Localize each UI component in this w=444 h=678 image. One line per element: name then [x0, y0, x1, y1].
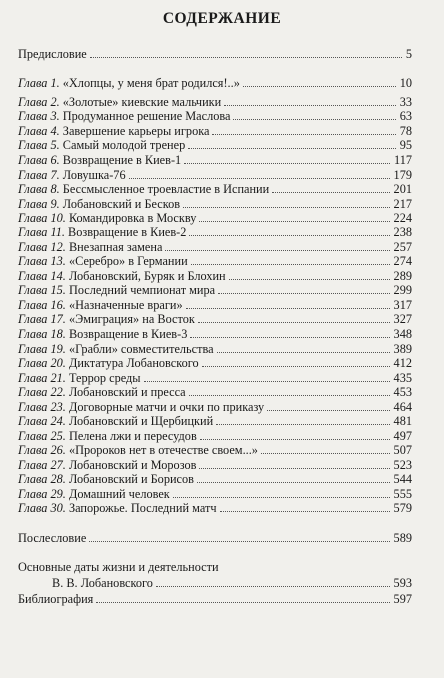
- chapter-number: Глава 2.: [18, 95, 60, 109]
- entry-title: Лобановский и Щербицкий: [68, 414, 214, 428]
- page-number: 589: [393, 531, 412, 545]
- entry-title: Договорные матчи и очки по приказу: [68, 400, 265, 414]
- page-number: 327: [393, 312, 412, 326]
- dot-leader: [261, 453, 390, 454]
- page-number: 257: [393, 240, 412, 254]
- page-number: 523: [393, 458, 412, 472]
- toc-entry: [18, 75, 412, 91]
- page-title: СОДЕРЖАНИЕ: [162, 10, 282, 27]
- page-number: 224: [393, 211, 412, 225]
- entry-title: Возвращение в Киев-3: [68, 327, 188, 341]
- chapter-number: Глава 11.: [18, 225, 65, 239]
- entry-label: [18, 442, 258, 458]
- entry-label: [18, 311, 195, 327]
- page-number: 389: [393, 342, 412, 356]
- entry-label: [18, 413, 213, 429]
- entry-title: Внезапная замена: [68, 240, 163, 254]
- chapter-number: Глава 26.: [18, 443, 66, 457]
- page-number: 95: [399, 138, 412, 152]
- toc-entry: [18, 137, 412, 153]
- entry-title: Лобановский и Морозов: [68, 458, 197, 472]
- toc-entry: [18, 152, 412, 168]
- toc-entry: [18, 311, 412, 327]
- dot-leader: [197, 482, 390, 483]
- chapter-number: Глава 6.: [18, 153, 60, 167]
- entry-label: [18, 137, 185, 153]
- toc-entry: [18, 253, 412, 269]
- toc-entry: [18, 282, 412, 298]
- entry-title: Самый молодой тренер: [62, 138, 186, 152]
- toc-entry: [18, 575, 412, 591]
- toc-entry: [18, 471, 412, 487]
- dot-leader: [202, 366, 390, 367]
- chapter-number: Глава 9.: [18, 197, 60, 211]
- dot-leader: [129, 178, 390, 179]
- dot-leader: [184, 163, 390, 164]
- chapter-number: Глава 12.: [18, 240, 66, 254]
- chapter-number: Глава 22.: [18, 385, 66, 399]
- dot-leader: [233, 119, 396, 120]
- entry-label: [18, 500, 217, 516]
- dot-leader: [90, 57, 402, 58]
- dot-leader: [212, 134, 396, 135]
- page-number: 497: [393, 429, 412, 443]
- entry-title: Возвращение в Киев-1: [62, 153, 182, 167]
- entry-title: Лобановский и Бесков: [62, 197, 181, 211]
- chapter-number: Глава 30.: [18, 501, 66, 515]
- entry-title: Основные даты жизни и деятельности: [18, 560, 219, 574]
- entry-title: «Серебро» в Германии: [68, 254, 188, 268]
- chapter-number: Глава 8.: [18, 182, 60, 196]
- chapter-number: Глава 19.: [18, 342, 66, 356]
- chapter-number: Глава 28.: [18, 472, 66, 486]
- toc-entry: [18, 355, 412, 371]
- chapter-number: Глава 20.: [18, 356, 66, 370]
- page-number: 597: [393, 592, 412, 606]
- dot-leader: [190, 337, 390, 338]
- entry-label: [18, 108, 230, 124]
- toc-entry: [18, 413, 412, 429]
- page-number: 507: [393, 443, 412, 457]
- toc-entry: [18, 46, 412, 62]
- page-number: 348: [393, 327, 412, 341]
- entry-title: Бессмысленное троевластие в Испании: [62, 182, 270, 196]
- entry-title: «Грабли» совместительства: [68, 342, 214, 356]
- entry-title: Продуманное решение Маслова: [62, 109, 231, 123]
- toc-entry: [18, 224, 412, 240]
- dot-leader: [272, 192, 390, 193]
- page-number: 78: [399, 124, 412, 138]
- dot-leader: [199, 468, 390, 469]
- entry-label: [18, 591, 93, 607]
- chapter-number: Глава 7.: [18, 168, 60, 182]
- entry-label: [18, 152, 181, 168]
- entry-label: [18, 384, 186, 400]
- entry-title: Возвращение в Киев-2: [68, 225, 187, 239]
- page-number: 317: [393, 298, 412, 312]
- entry-label: [18, 530, 86, 546]
- page-number: 5: [405, 47, 412, 61]
- page-number: 453: [393, 385, 412, 399]
- page-number: 217: [393, 197, 412, 211]
- toc-entry: [18, 326, 412, 342]
- dot-leader: [229, 279, 390, 280]
- page-number: 435: [393, 371, 412, 385]
- entry-title: Лобановский и пресса: [68, 385, 186, 399]
- page-number: 201: [393, 182, 412, 196]
- entry-title: Командировка в Москву: [68, 211, 197, 225]
- chapter-number: Глава 29.: [18, 487, 66, 501]
- entry-label: [18, 559, 219, 575]
- chapter-number: Глава 15.: [18, 283, 66, 297]
- dot-leader: [183, 207, 390, 208]
- page-number: 579: [393, 501, 412, 515]
- toc-entry: [18, 591, 412, 607]
- chapter-number: Глава 10.: [18, 211, 66, 225]
- chapter-number: Глава 23.: [18, 400, 66, 414]
- entry-title: Предисловие: [18, 47, 87, 61]
- dot-leader: [173, 497, 390, 498]
- entry-title: Террор среды: [68, 371, 141, 385]
- page-number: 117: [394, 153, 412, 167]
- chapter-number: Глава 1.: [18, 76, 60, 90]
- entry-label: [18, 326, 187, 342]
- entry-title: Завершение карьеры игрока: [62, 124, 210, 138]
- chapter-number: Глава 24.: [18, 414, 66, 428]
- dot-leader: [189, 395, 390, 396]
- entry-label: [18, 46, 87, 62]
- entry-title: «Золотые» киевские мальчики: [62, 95, 222, 109]
- dot-leader: [191, 264, 390, 265]
- chapter-number: Глава 17.: [18, 312, 66, 326]
- dot-leader: [189, 235, 390, 236]
- dot-leader: [218, 293, 390, 294]
- chapter-number: Глава 5.: [18, 138, 60, 152]
- entry-label: [18, 355, 199, 371]
- entry-title: «Пророков нет в отечестве своем...»: [68, 443, 258, 457]
- entry-title: В. В. Лобановского: [52, 576, 153, 590]
- toc-entry: [18, 442, 412, 458]
- toc-entry: [18, 181, 412, 197]
- entry-label: [18, 181, 269, 197]
- chapter-number: Глава 16.: [18, 298, 66, 312]
- page-number: 179: [393, 168, 412, 182]
- page-number: 555: [393, 487, 412, 501]
- entry-label: [18, 75, 240, 91]
- chapter-number: Глава 3.: [18, 109, 60, 123]
- toc-entry: [18, 530, 412, 546]
- chapter-number: Глава 13.: [18, 254, 66, 268]
- dot-leader: [216, 424, 390, 425]
- toc-entry: [18, 108, 412, 124]
- dot-leader: [220, 511, 390, 512]
- entry-title: Домашний человек: [68, 487, 170, 501]
- chapter-number: Глава 14.: [18, 269, 66, 283]
- entry-title: Библиография: [18, 592, 94, 606]
- dot-leader: [217, 352, 390, 353]
- dot-leader: [144, 381, 390, 382]
- dot-leader: [96, 602, 390, 603]
- chapter-number: Глава 18.: [18, 327, 66, 341]
- entry-label: [18, 282, 215, 298]
- entry-title: «Хлопцы, у меня брат родился!..»: [62, 76, 240, 90]
- toc-entry: [18, 559, 412, 575]
- entry-title: Диктатура Лобановского: [68, 356, 199, 370]
- page-number: 33: [399, 95, 412, 109]
- page-number: 289: [393, 269, 412, 283]
- toc-entry: [18, 384, 412, 400]
- page-number: 10: [399, 76, 412, 90]
- entry-title: Пелена лжи и пересудов: [68, 429, 197, 443]
- page-number: 481: [393, 414, 412, 428]
- dot-leader: [165, 250, 390, 251]
- entry-title: «Эмиграция» на Восток: [68, 312, 195, 326]
- entry-label: [52, 575, 153, 591]
- toc-entry: [18, 500, 412, 516]
- entry-label: [18, 224, 186, 240]
- entry-title: Запорожье. Последний матч: [68, 501, 217, 515]
- chapter-number: Глава 21.: [18, 371, 66, 385]
- page-number: 299: [393, 283, 412, 297]
- page-number: 544: [393, 472, 412, 486]
- dot-leader: [198, 322, 390, 323]
- chapter-number: Глава 4.: [18, 124, 60, 138]
- page-number: 593: [393, 576, 412, 590]
- dot-leader: [186, 308, 390, 309]
- entry-title: «Назначенные враги»: [68, 298, 183, 312]
- page-number: 63: [399, 109, 412, 123]
- entry-title: Лобановский и Борисов: [68, 472, 194, 486]
- entry-title: Послесловие: [18, 531, 87, 545]
- dot-leader: [224, 105, 396, 106]
- page-number: 274: [393, 254, 412, 268]
- entry-title: Последний чемпионат мира: [68, 283, 216, 297]
- page-number: 464: [393, 400, 412, 414]
- dot-leader: [89, 541, 390, 542]
- entry-label: [18, 253, 188, 269]
- page-number: 238: [393, 225, 412, 239]
- dot-leader: [199, 221, 390, 222]
- entry-label: [18, 471, 194, 487]
- dot-leader: [267, 410, 390, 411]
- dot-leader: [200, 439, 390, 440]
- dot-leader: [156, 586, 390, 587]
- dot-leader: [188, 148, 396, 149]
- entry-title: Лобановский, Буряк и Блохин: [68, 269, 226, 283]
- chapter-number: Глава 27.: [18, 458, 66, 472]
- dot-leader: [243, 86, 396, 87]
- chapter-number: Глава 25.: [18, 429, 66, 443]
- page-number: 412: [393, 356, 412, 370]
- entry-title: Ловушка-76: [62, 168, 126, 182]
